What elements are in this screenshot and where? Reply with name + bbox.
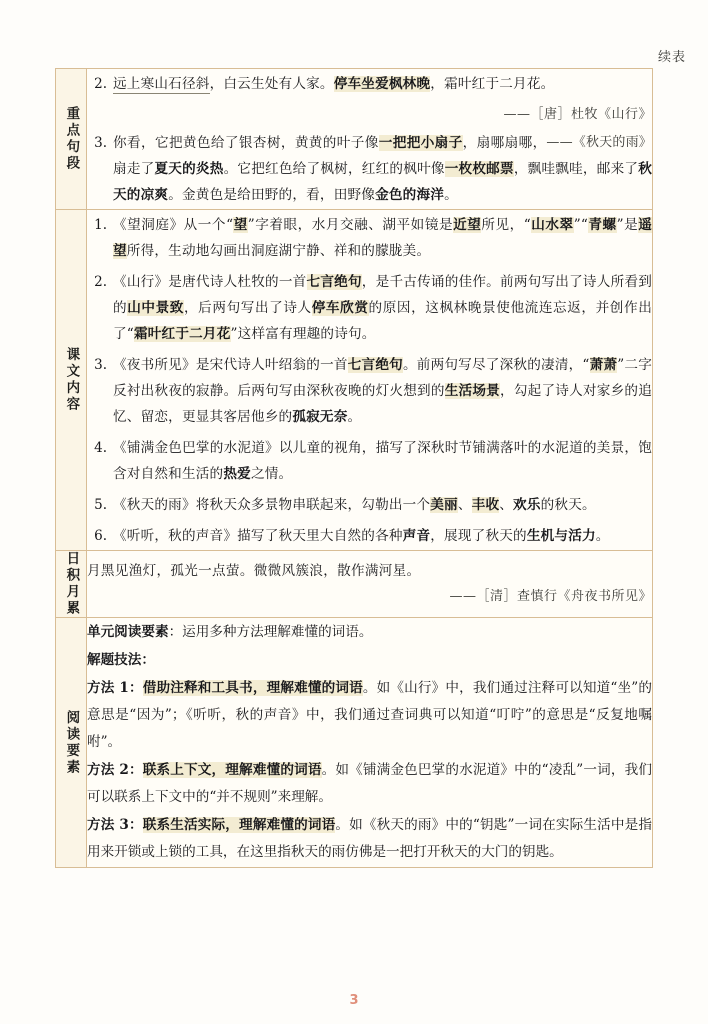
body-text: ”字着眼，水月交融、湖平如镜是: [247, 217, 454, 233]
item-text: [107, 130, 652, 208]
row-body-key-sentences: [87, 69, 653, 210]
item-text: [107, 435, 652, 487]
technique-heading-text: 解题技法：: [87, 652, 155, 668]
emphasized-text: 一枚枚邮票: [444, 161, 514, 177]
emphasized-text: 七言绝句: [347, 357, 403, 373]
emphasized-text: 金色的海洋: [375, 187, 445, 203]
row-label-key-sentences: [56, 69, 87, 210]
item-text: [107, 71, 652, 97]
table-row-key-sentences: [56, 69, 653, 210]
item-number: 6.: [94, 528, 107, 544]
emphasized-text: 霜叶红于二月花: [133, 326, 231, 342]
body-text: 你看，它把黄色给了银杏树，黄黄的叶子像: [113, 135, 379, 151]
row-label-text: 阅读要素: [63, 709, 80, 776]
list-item: [87, 130, 652, 208]
body-text: 所见，“: [481, 217, 531, 233]
technique-heading: [87, 647, 652, 674]
body-text: 。: [444, 187, 458, 203]
list-item: [87, 352, 652, 430]
page-number: 3: [349, 993, 359, 1008]
body-text: ，勾起了诗人对家乡的追忆、留恋，更显其客居他乡的: [113, 383, 652, 425]
body-text: ”二字反衬出秋夜的寂静。后两句写由深秋夜晚的灯火想到的: [113, 357, 652, 399]
method-paragraph: [87, 675, 652, 756]
item-text: [107, 492, 652, 518]
table-row-daily-accumulation: [56, 551, 653, 618]
emphasized-text: 丰收: [471, 497, 500, 513]
row-label-daily-accumulation: [56, 551, 87, 618]
list-item: [87, 435, 652, 487]
body-text: ”是: [616, 217, 639, 233]
body-text: ”这样富有理趣的诗句。: [230, 326, 376, 342]
body-text: 《听听，秋的声音》描写了秋天里大自然的各种: [113, 528, 403, 544]
item-number: 3.: [94, 135, 107, 151]
emphasized-text: 美丽: [430, 497, 458, 513]
body-text: 、: [457, 497, 472, 513]
body-text: 的秋天。: [540, 497, 596, 513]
continuation-label: 续表: [657, 50, 686, 65]
row-label-reading-elements: [56, 618, 87, 868]
body-text: 《望洞庭》从一个“: [113, 217, 234, 233]
body-text: 。如《铺满金色巴掌的水泥道》中的“凌乱”一词，我们可以联系上下文中的“并不规则”来理解。: [87, 762, 652, 805]
body-text: 之情。: [250, 466, 293, 482]
attribution: ——［清］查慎行《舟夜书所见》: [449, 589, 652, 604]
body-text: ，后两句写出了诗人: [183, 300, 312, 316]
body-text: 。: [595, 528, 610, 544]
emphasized-text: 停车坐爱枫林晚: [333, 76, 431, 92]
emphasized-text: 借助注释和工具书，理解难懂的词语: [142, 680, 363, 696]
emphasized-text: 遥望: [113, 217, 653, 259]
body-text: ，扇哪扇哪，扇走了: [113, 135, 547, 177]
row-body-daily-accumulation: [87, 551, 653, 618]
body-text: 、: [499, 497, 514, 513]
emphasized-text: 山中景致: [127, 300, 184, 316]
emphasized-text: 联系上下文，理解难懂的词语: [142, 762, 322, 778]
row-label-text-content: [56, 210, 87, 551]
body-text: 。: [347, 409, 362, 425]
item-number: 2.: [94, 76, 107, 92]
body-text: 。如《山行》中，我们通过注释可以知道“坐”的意思是“因为”；《听听，秋的声音》中，我们通过查词典可以知道“叮咛”的意思是“反复地嘱咐”。: [87, 680, 652, 750]
list-item: [87, 212, 652, 264]
body-text: ，白云生处有人家。: [209, 76, 334, 92]
emphasized-text: 山水翠: [530, 217, 574, 233]
emphasized-text: 孤寂无奈: [292, 409, 348, 425]
table-row-reading-elements: [56, 618, 653, 868]
body-text: ，飘哇飘哇，邮来了: [513, 161, 639, 177]
emphasized-text: 停车欣赏: [311, 300, 369, 316]
row-label-text: 课文内容: [63, 347, 80, 413]
body-text: 《秋天的雨》将秋天众多景物串联起来，勾勒出一个: [113, 497, 431, 513]
summary-table: [55, 68, 653, 868]
row-label-text: 日积月累: [63, 551, 80, 617]
unit-reading-element-head: 单元阅读要素: [87, 624, 169, 640]
item-number: 3.: [94, 357, 107, 373]
body-text: ，展现了秋天的: [430, 528, 527, 544]
body-text: 。金黄色是给田野的，看，田野像: [168, 187, 376, 203]
emphasized-text: 方法 3：: [87, 817, 143, 833]
body-text: 所得，生动地勾画出洞庭湖宁静、祥和的朦胧美。: [126, 243, 431, 259]
emphasized-text: 近望: [453, 217, 482, 233]
body-text: 。前两句写尽了深秋的凄清，“: [402, 357, 590, 373]
list-item: [87, 71, 652, 97]
item-number: 1.: [94, 217, 107, 233]
emphasized-text: 方法 1：: [87, 680, 143, 696]
attribution: ——《秋天的雨》: [546, 135, 652, 150]
body-text: ，霜叶红于二月花。: [430, 76, 555, 92]
emphasized-text: 一把把小扇子: [378, 135, 463, 151]
row-label-text: 重点句段: [63, 106, 80, 172]
item-number: 2.: [94, 274, 107, 290]
emphasized-text: 夏天的炎热: [154, 161, 224, 177]
item-number: 4.: [94, 440, 107, 456]
body-text: 的原因，这枫林晚景使他流连忘返，并创作出了“: [113, 300, 652, 342]
emphasized-text: 七言绝句: [306, 274, 362, 290]
item-text: [107, 269, 652, 347]
method-paragraph: [87, 812, 652, 866]
row-body-text-content: [87, 210, 653, 551]
method-paragraph: [87, 757, 652, 811]
attribution: ——［唐］杜牧《山行》: [503, 107, 652, 122]
body-text: ，是千古传诵的佳作。前两句写出了诗人所看到的: [113, 274, 652, 316]
emphasized-text: 青螺: [588, 217, 617, 233]
emphasized-text: 方法 2：: [87, 762, 143, 778]
emphasized-text: 生活场景: [444, 383, 500, 399]
unit-reading-element-line: [87, 619, 652, 646]
body-text: 《山行》是唐代诗人杜牧的一首: [113, 274, 307, 290]
emphasized-text: 萧萧: [589, 357, 618, 373]
emphasized-text: 声音: [402, 528, 431, 544]
list-item: [87, 492, 652, 518]
item-text: [107, 352, 652, 430]
item-text: [107, 212, 652, 264]
emphasized-text: 欢乐: [513, 497, 541, 513]
body-text: 。如《秋天的雨》中的“钥匙”一词在实际生活中是指用来开锁或上锁的工具，在这里指秋天的雨仿佛是一把打开秋天的大门的钥匙。: [87, 817, 652, 860]
item-number: 5.: [94, 497, 107, 513]
row-body-reading-elements: [87, 618, 653, 868]
emphasized-text: 热爱: [223, 466, 251, 482]
body-text: ”“: [573, 217, 588, 233]
list-item: [87, 269, 652, 347]
body-text: 《铺满金色巴掌的水泥道》以儿童的视角，描写了深秋时节铺满落叶的水泥道的美景，饱含对自然和生活的: [113, 440, 652, 482]
unit-reading-element-body: ：运用多种方法理解难懂的词语。: [168, 624, 373, 640]
item-text: [107, 523, 652, 549]
poem-text: 月黑见渔灯，孤光一点萤。微微风簇浪，散作满河星。: [87, 563, 421, 579]
emphasized-text: 望: [233, 217, 248, 233]
emphasized-text: 秋天的凉爽: [113, 161, 653, 203]
list-item: [87, 523, 652, 549]
body-text: 《夜书所见》是宋代诗人叶绍翁的一首: [113, 357, 348, 373]
table-row-text-content: [56, 210, 653, 551]
emphasized-text: 远上寒山石径斜: [113, 76, 210, 92]
emphasized-text: 联系生活实际，理解难懂的词语: [142, 817, 336, 833]
emphasized-text: 生机与活力: [526, 528, 596, 544]
body-text: 。它把红色给了枫树，红红的枫叶像: [223, 161, 445, 177]
